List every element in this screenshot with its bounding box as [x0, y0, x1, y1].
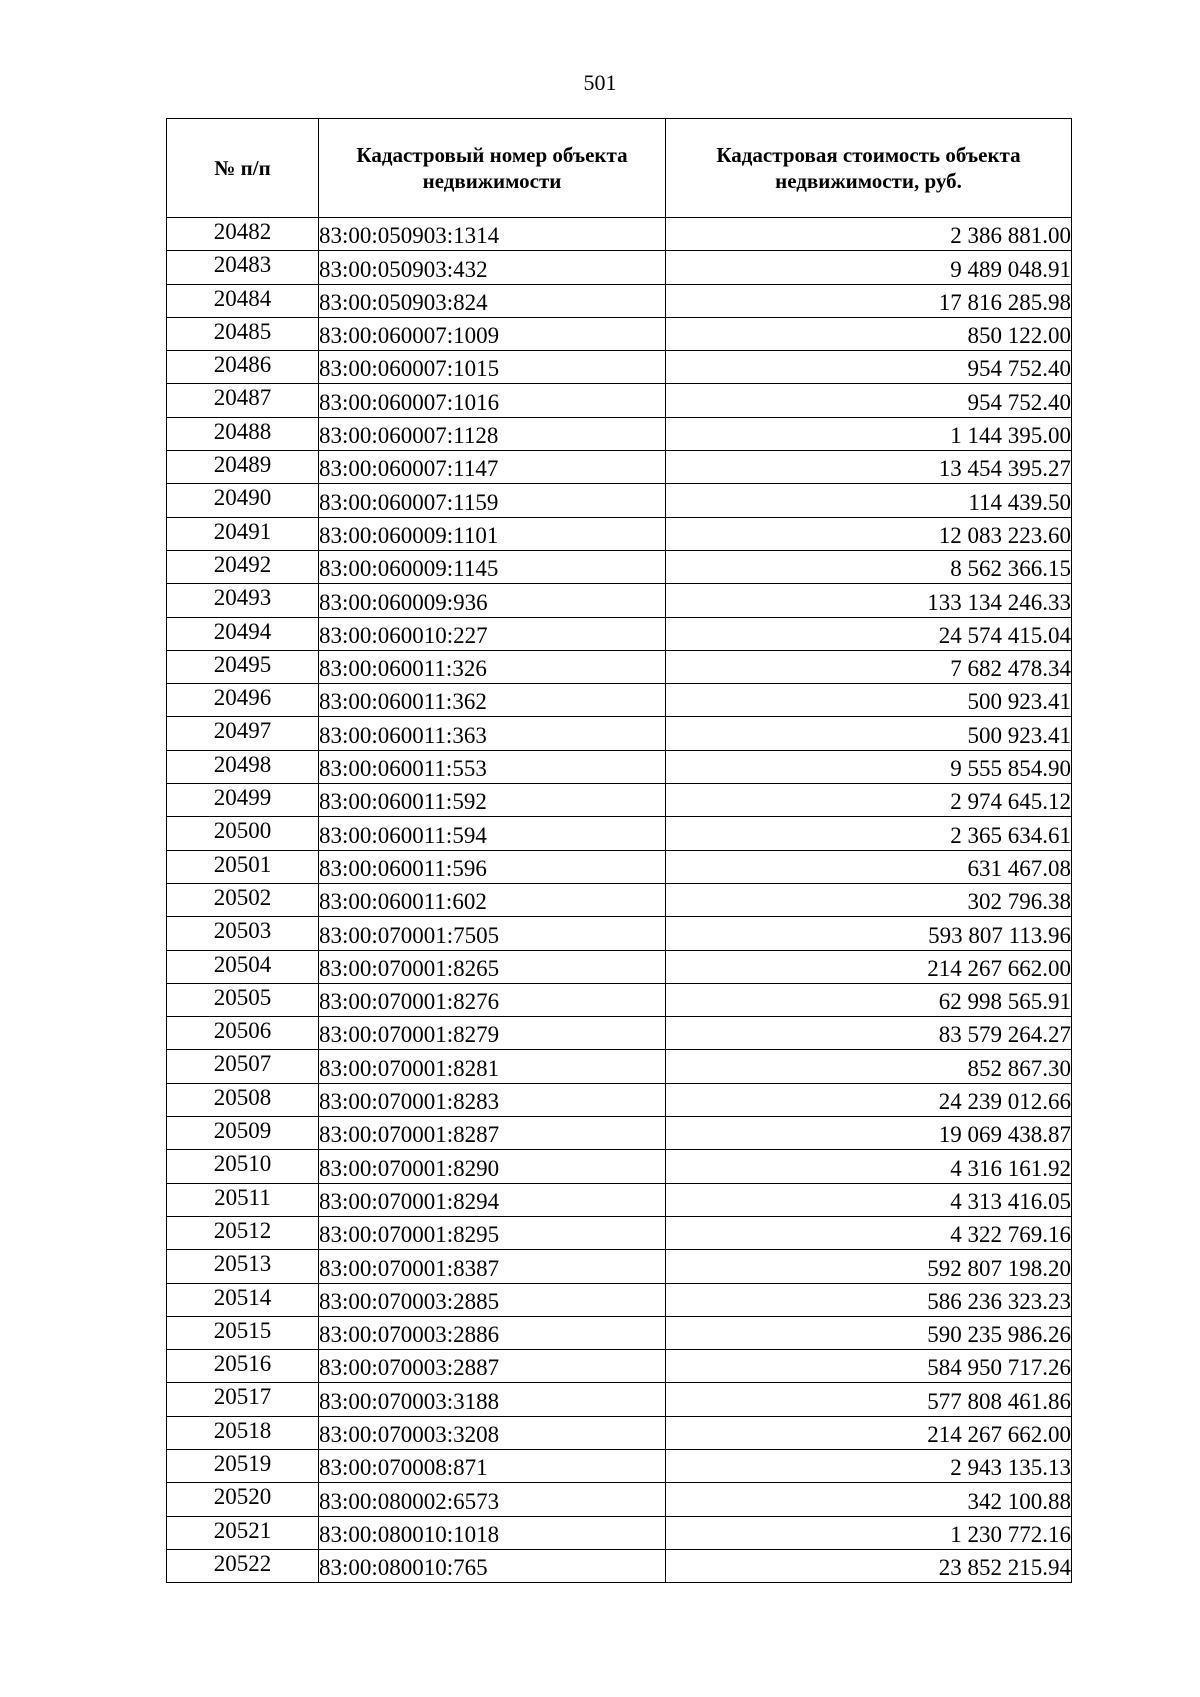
table-row	[167, 1017, 1072, 1050]
row-number: 20485	[167, 317, 319, 350]
row-number: 20517	[167, 1383, 319, 1416]
row-number: 20507	[167, 1050, 319, 1083]
table-row	[167, 1350, 1072, 1383]
cadastral-value: 214 267 662.00	[666, 1416, 1072, 1449]
row-number: 20499	[167, 784, 319, 817]
row-number: 20515	[167, 1316, 319, 1349]
row-number: 20495	[167, 650, 319, 683]
cadastral-value: 593 807 113.96	[666, 917, 1072, 950]
row-number: 20493	[167, 584, 319, 617]
cadastre-table	[166, 118, 1072, 1583]
cadastral-value: 2 386 881.00	[666, 218, 1072, 251]
cadastral-number: 83:00:070001:8287	[319, 1117, 666, 1150]
cadastral-number: 83:00:070001:8281	[319, 1050, 666, 1083]
row-number: 20490	[167, 484, 319, 517]
table-row	[167, 1316, 1072, 1349]
row-number: 20520	[167, 1483, 319, 1516]
row-number: 20510	[167, 1150, 319, 1183]
page-number: 501	[583, 70, 617, 95]
table-row	[167, 284, 1072, 317]
cadastral-value: 17 816 285.98	[666, 284, 1072, 317]
cadastral-value: 9 555 854.90	[666, 750, 1072, 783]
cadastral-value: 133 134 246.33	[666, 584, 1072, 617]
table-row	[167, 1416, 1072, 1449]
row-number: 20483	[167, 251, 319, 284]
cadastral-value: 954 752.40	[666, 351, 1072, 384]
table-row	[167, 917, 1072, 950]
row-number: 20494	[167, 617, 319, 650]
cadastral-value: 586 236 323.23	[666, 1283, 1072, 1316]
table-row	[167, 650, 1072, 683]
cadastral-value: 852 867.30	[666, 1050, 1072, 1083]
row-number: 20501	[167, 850, 319, 883]
cadastral-number: 83:00:050903:824	[319, 284, 666, 317]
cadastral-value: 4 322 769.16	[666, 1216, 1072, 1249]
cadastral-value: 500 923.41	[666, 684, 1072, 717]
cadastral-number: 83:00:070001:8279	[319, 1017, 666, 1050]
cadastral-number: 83:00:060007:1009	[319, 317, 666, 350]
table-row	[167, 1449, 1072, 1482]
row-number: 20512	[167, 1216, 319, 1249]
cadastral-number: 83:00:050903:432	[319, 251, 666, 284]
row-number: 20489	[167, 451, 319, 484]
row-number: 20518	[167, 1416, 319, 1449]
table-row	[167, 417, 1072, 450]
cadastral-value: 24 239 012.66	[666, 1083, 1072, 1116]
header-num: № п/п	[167, 119, 319, 218]
row-number: 20509	[167, 1117, 319, 1150]
table-row	[167, 550, 1072, 583]
cadastral-number: 83:00:060011:594	[319, 817, 666, 850]
row-number: 20487	[167, 384, 319, 417]
table-body	[167, 218, 1072, 1583]
table-row	[167, 1549, 1072, 1582]
cadastral-number: 83:00:060007:1159	[319, 484, 666, 517]
cadastral-number: 83:00:070001:8283	[319, 1083, 666, 1116]
cadastral-value: 83 579 264.27	[666, 1017, 1072, 1050]
table-row	[167, 351, 1072, 384]
row-number: 20504	[167, 950, 319, 983]
cadastral-value: 23 852 215.94	[666, 1549, 1072, 1582]
cadastral-number: 83:00:060009:936	[319, 584, 666, 617]
cadastral-number: 83:00:060011:553	[319, 750, 666, 783]
row-number: 20513	[167, 1250, 319, 1283]
cadastral-number: 83:00:060011:592	[319, 784, 666, 817]
table-row	[167, 983, 1072, 1016]
table-row	[167, 950, 1072, 983]
cadastral-number: 83:00:080002:6573	[319, 1483, 666, 1516]
cadastral-value: 2 365 634.61	[666, 817, 1072, 850]
row-number: 20508	[167, 1083, 319, 1116]
row-number: 20492	[167, 550, 319, 583]
cadastral-value: 302 796.38	[666, 883, 1072, 916]
row-number: 20500	[167, 817, 319, 850]
row-number: 20511	[167, 1183, 319, 1216]
table-row	[167, 251, 1072, 284]
cadastral-value: 500 923.41	[666, 717, 1072, 750]
cadastral-number: 83:00:060007:1016	[319, 384, 666, 417]
table-row	[167, 1483, 1072, 1516]
row-number: 20496	[167, 684, 319, 717]
cadastral-number: 83:00:060009:1101	[319, 517, 666, 550]
cadastral-value: 592 807 198.20	[666, 1250, 1072, 1283]
cadastral-number: 83:00:060011:602	[319, 883, 666, 916]
cadastral-value: 9 489 048.91	[666, 251, 1072, 284]
cadastral-value: 2 974 645.12	[666, 784, 1072, 817]
table-row	[167, 1083, 1072, 1116]
row-number: 20503	[167, 917, 319, 950]
cadastral-value: 214 267 662.00	[666, 950, 1072, 983]
cadastral-value: 114 439.50	[666, 484, 1072, 517]
table-row	[167, 784, 1072, 817]
cadastral-number: 83:00:060007:1015	[319, 351, 666, 384]
table-row	[167, 517, 1072, 550]
cadastral-value: 342 100.88	[666, 1483, 1072, 1516]
cadastral-value: 584 950 717.26	[666, 1350, 1072, 1383]
cadastral-value: 19 069 438.87	[666, 1117, 1072, 1150]
table-row	[167, 218, 1072, 251]
table-row	[167, 1150, 1072, 1183]
table-row	[167, 1050, 1072, 1083]
header-code: Кадастровый номер объекта недвижимости	[319, 119, 666, 218]
cadastral-value: 2 943 135.13	[666, 1449, 1072, 1482]
table-row	[167, 617, 1072, 650]
cadastral-value: 12 083 223.60	[666, 517, 1072, 550]
table-header	[167, 119, 1072, 218]
header-value: Кадастровая стоимость объекта недвижимости, руб.	[666, 119, 1072, 218]
row-number: 20522	[167, 1549, 319, 1582]
table-row	[167, 1516, 1072, 1549]
row-number: 20484	[167, 284, 319, 317]
cadastral-value: 4 313 416.05	[666, 1183, 1072, 1216]
cadastral-number: 83:00:070003:2887	[319, 1350, 666, 1383]
cadastral-number: 83:00:070008:871	[319, 1449, 666, 1482]
cadastral-number: 83:00:070003:3208	[319, 1416, 666, 1449]
cadastral-number: 83:00:070001:8265	[319, 950, 666, 983]
cadastral-value: 631 467.08	[666, 850, 1072, 883]
table-row	[167, 584, 1072, 617]
row-number: 20491	[167, 517, 319, 550]
cadastral-number: 83:00:070001:8295	[319, 1216, 666, 1249]
cadastral-value: 1 144 395.00	[666, 417, 1072, 450]
row-number: 20488	[167, 417, 319, 450]
table-row	[167, 817, 1072, 850]
cadastral-value: 577 808 461.86	[666, 1383, 1072, 1416]
cadastral-value: 62 998 565.91	[666, 983, 1072, 1016]
cadastral-number: 83:00:070001:8276	[319, 983, 666, 1016]
cadastral-number: 83:00:070003:3188	[319, 1383, 666, 1416]
cadastral-value: 4 316 161.92	[666, 1150, 1072, 1183]
cadastral-number: 83:00:060011:362	[319, 684, 666, 717]
row-number: 20502	[167, 883, 319, 916]
cadastral-value: 850 122.00	[666, 317, 1072, 350]
row-number: 20516	[167, 1350, 319, 1383]
row-number: 20497	[167, 717, 319, 750]
cadastral-value: 590 235 986.26	[666, 1316, 1072, 1349]
row-number: 20505	[167, 983, 319, 1016]
cadastral-number: 83:00:060011:326	[319, 650, 666, 683]
cadastral-value: 7 682 478.34	[666, 650, 1072, 683]
row-number: 20521	[167, 1516, 319, 1549]
cadastral-number: 83:00:080010:1018	[319, 1516, 666, 1549]
table-row	[167, 484, 1072, 517]
table-row	[167, 1283, 1072, 1316]
cadastral-number: 83:00:070003:2885	[319, 1283, 666, 1316]
table-row	[167, 1117, 1072, 1150]
table-row	[167, 883, 1072, 916]
cadastral-number: 83:00:080010:765	[319, 1549, 666, 1582]
table-row	[167, 1383, 1072, 1416]
table-row	[167, 850, 1072, 883]
row-number: 20514	[167, 1283, 319, 1316]
row-number: 20519	[167, 1449, 319, 1482]
cadastral-number: 83:00:070001:7505	[319, 917, 666, 950]
table-row	[167, 750, 1072, 783]
table-row	[167, 1183, 1072, 1216]
cadastral-number: 83:00:070001:8387	[319, 1250, 666, 1283]
table-row	[167, 384, 1072, 417]
cadastral-number: 83:00:060011:363	[319, 717, 666, 750]
row-number: 20482	[167, 218, 319, 251]
cadastral-number: 83:00:070001:8294	[319, 1183, 666, 1216]
cadastral-number: 83:00:050903:1314	[319, 218, 666, 251]
cadastral-number: 83:00:060009:1145	[319, 550, 666, 583]
table-row	[167, 717, 1072, 750]
header-row	[167, 119, 1072, 218]
cadastral-value: 8 562 366.15	[666, 550, 1072, 583]
table-row	[167, 684, 1072, 717]
cadastral-number: 83:00:060010:227	[319, 617, 666, 650]
table-row	[167, 317, 1072, 350]
cadastral-number: 83:00:070003:2886	[319, 1316, 666, 1349]
cadastral-value: 13 454 395.27	[666, 451, 1072, 484]
row-number: 20486	[167, 351, 319, 384]
table-row	[167, 1250, 1072, 1283]
cadastral-value: 1 230 772.16	[666, 1516, 1072, 1549]
row-number: 20506	[167, 1017, 319, 1050]
cadastral-value: 954 752.40	[666, 384, 1072, 417]
cadastral-number: 83:00:060007:1128	[319, 417, 666, 450]
table-row	[167, 451, 1072, 484]
table-row	[167, 1216, 1072, 1249]
cadastral-value: 24 574 415.04	[666, 617, 1072, 650]
cadastral-number: 83:00:060007:1147	[319, 451, 666, 484]
cadastral-number: 83:00:070001:8290	[319, 1150, 666, 1183]
cadastral-number: 83:00:060011:596	[319, 850, 666, 883]
row-number: 20498	[167, 750, 319, 783]
